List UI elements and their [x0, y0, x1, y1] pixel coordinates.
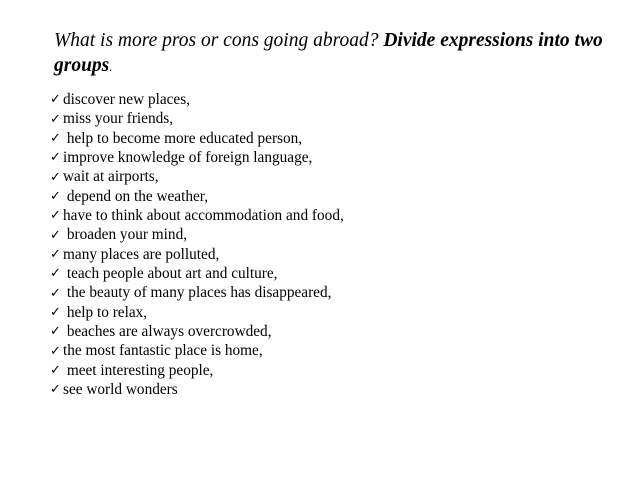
list-item	[50, 109, 344, 128]
list-item-text: help to relax,	[63, 303, 148, 321]
slide-heading	[54, 28, 614, 79]
list-item	[50, 225, 344, 244]
list-item	[50, 187, 344, 206]
list-item-text: beaches are always overcrowded,	[63, 323, 272, 341]
list-item-text: the most fantastic place is home,	[63, 342, 263, 360]
checkmark-icon: ✓	[50, 343, 61, 359]
list-item-text: help to become more educated person,	[63, 129, 303, 147]
list-item	[50, 129, 344, 148]
list-item	[50, 341, 344, 360]
heading-instruction: Divide expressions into two groups	[54, 30, 603, 76]
list-item	[50, 245, 344, 264]
list-item	[50, 361, 344, 380]
list-item-text: meet interesting people,	[63, 361, 214, 379]
checkmark-icon: ✓	[50, 150, 61, 166]
list-item	[50, 303, 344, 322]
list-item-text: many places are polluted,	[63, 245, 220, 263]
list-item-text: see world wonders	[63, 381, 178, 399]
heading-period: .	[109, 59, 113, 74]
checkmark-icon: ✓	[50, 362, 61, 378]
checkmark-icon: ✓	[50, 208, 61, 224]
checkmark-icon: ✓	[50, 111, 61, 127]
list-item-text: depend on the weather,	[63, 187, 209, 205]
list-item	[50, 264, 344, 283]
checkmark-icon: ✓	[50, 324, 61, 340]
list-item	[50, 380, 344, 399]
checkmark-icon: ✓	[50, 382, 61, 398]
checkmark-icon: ✓	[50, 227, 61, 243]
list-item-text: the beauty of many places has disappeared,	[63, 284, 332, 302]
list-item	[50, 283, 344, 302]
list-item-text: broaden your mind,	[63, 226, 188, 244]
expression-list	[50, 90, 344, 400]
list-item-text: discover new places,	[63, 91, 190, 108]
list-item	[50, 148, 344, 167]
checkmark-icon: ✓	[50, 188, 61, 204]
list-item-text: miss your friends,	[63, 110, 174, 128]
list-item	[50, 322, 344, 341]
list-item-text: have to think about accommodation and food,	[63, 207, 344, 225]
list-item	[50, 90, 344, 109]
list-item-text: improve knowledge of foreign language,	[63, 149, 313, 167]
list-item	[50, 167, 344, 186]
list-item	[50, 206, 344, 225]
checkmark-icon: ✓	[50, 266, 61, 282]
checkmark-icon: ✓	[50, 130, 61, 146]
heading-question: What is more pros or cons going abroad?	[54, 30, 384, 51]
checkmark-icon: ✓	[50, 304, 61, 320]
checkmark-icon: ✓	[50, 246, 61, 262]
checkmark-icon: ✓	[50, 285, 61, 301]
checkmark-icon: ✓	[50, 169, 61, 185]
list-item-text: wait at airports,	[63, 168, 159, 186]
list-item-text: teach people about art and culture,	[63, 265, 278, 283]
checkmark-icon: ✓	[50, 92, 61, 108]
